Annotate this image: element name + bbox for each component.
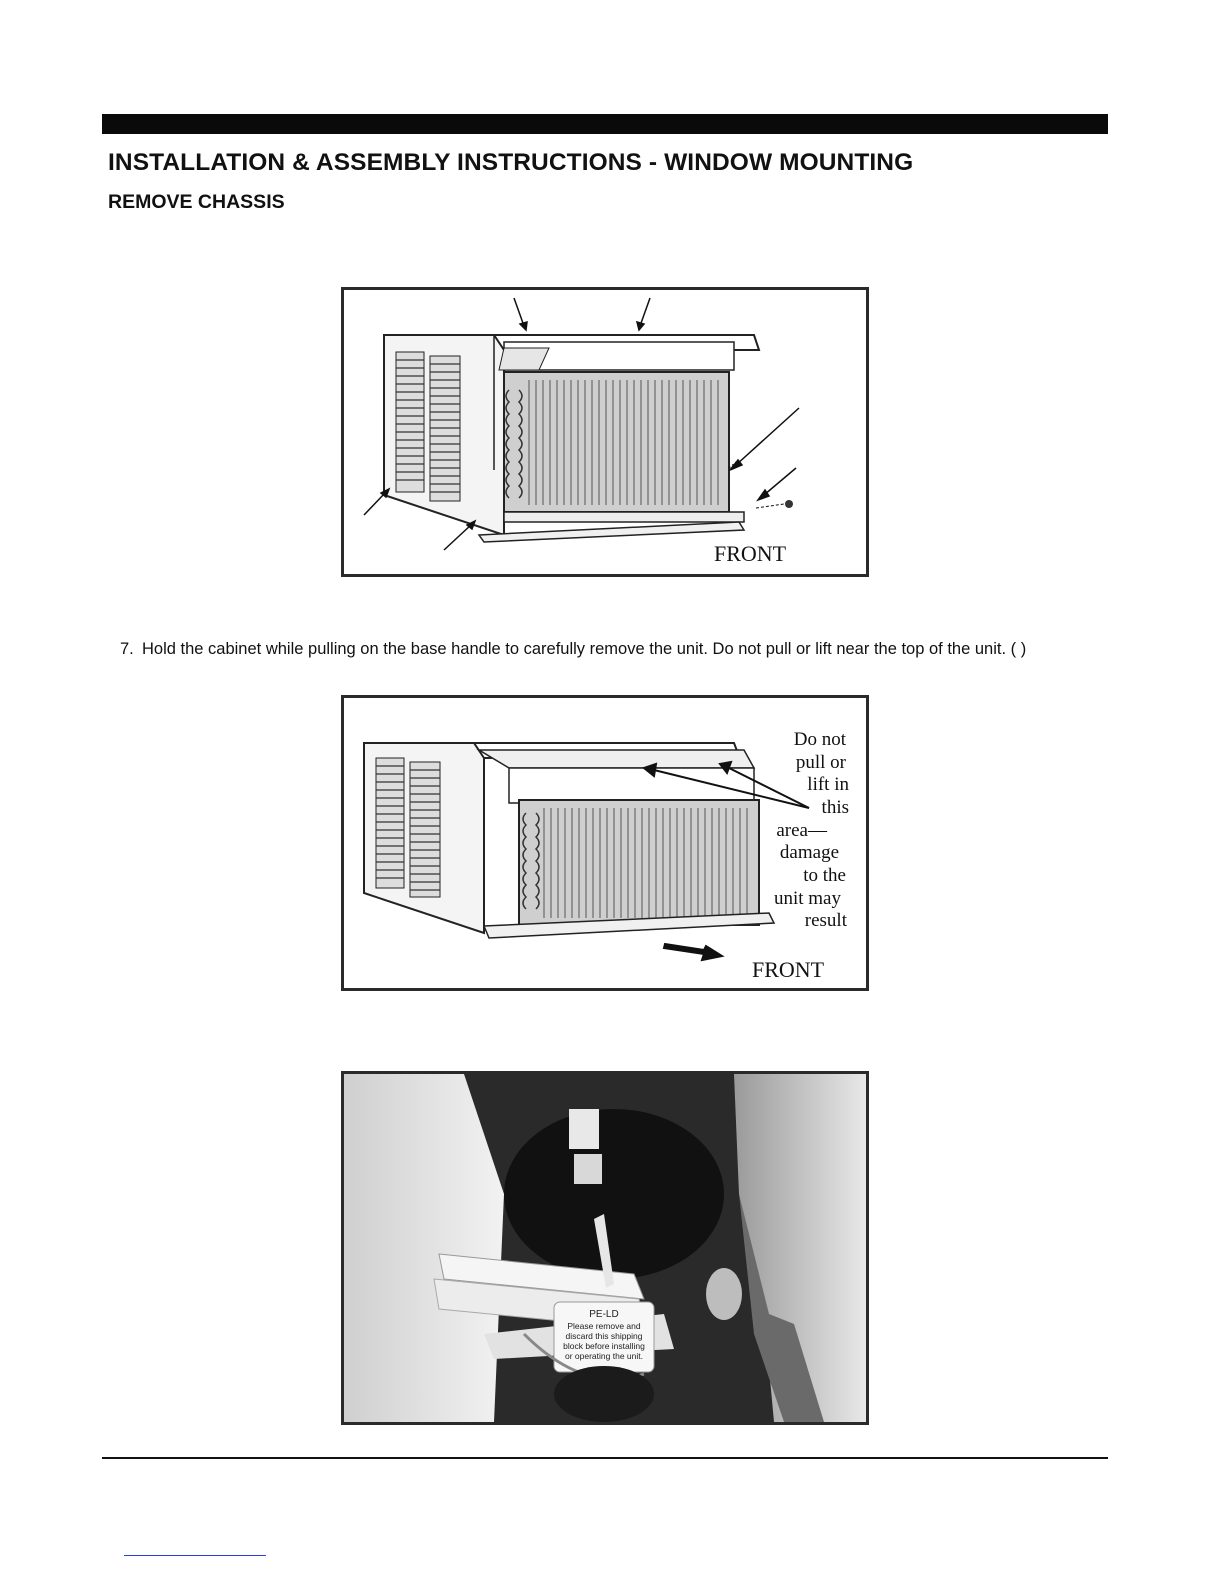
warning-line: lift in: [807, 774, 849, 795]
footer-rule: [102, 1457, 1108, 1459]
front-label: FRONT: [752, 957, 825, 982]
warning-line: this: [821, 797, 849, 818]
page-title: INSTALLATION & ASSEMBLY INSTRUCTIONS - WINDOW MOUNTING: [108, 149, 914, 176]
photo-shipping-block: [341, 1071, 869, 1425]
shipping-block-photo: [344, 1074, 866, 1422]
ac-unit-illustration-2: [344, 698, 866, 988]
warning-line: unit may: [773, 888, 841, 909]
tag-line: Please remove and: [567, 1321, 641, 1331]
step-text: Hold the cabinet while pulling on the base handle to carefully remove the unit. Do not pull or lift near the top of the unit. ( ): [142, 640, 1027, 658]
step-number: 7.: [120, 640, 134, 658]
warning-line: result: [804, 910, 847, 931]
tag-line: block before installing: [563, 1341, 645, 1351]
front-label: FRONT: [714, 541, 787, 566]
figure-remove-screws: [341, 287, 869, 577]
warning-line: pull or: [795, 752, 846, 773]
tag-line: or operating the unit.: [565, 1351, 643, 1361]
section-title: REMOVE CHASSIS: [108, 191, 285, 213]
tag-line: discard this shipping: [565, 1331, 643, 1341]
warning-line: Do not: [793, 729, 846, 750]
footer-link-underline[interactable]: [124, 1555, 266, 1556]
tag-line: PE-LD: [589, 1309, 619, 1320]
ac-unit-illustration-1: [344, 290, 866, 574]
warning-line: area—: [776, 820, 827, 841]
warning-callout: [774, 729, 850, 931]
header-bar: [102, 114, 1108, 134]
warning-line: to the: [803, 865, 846, 886]
warning-line: damage: [779, 842, 839, 863]
figure-pull-chassis: [341, 695, 869, 991]
